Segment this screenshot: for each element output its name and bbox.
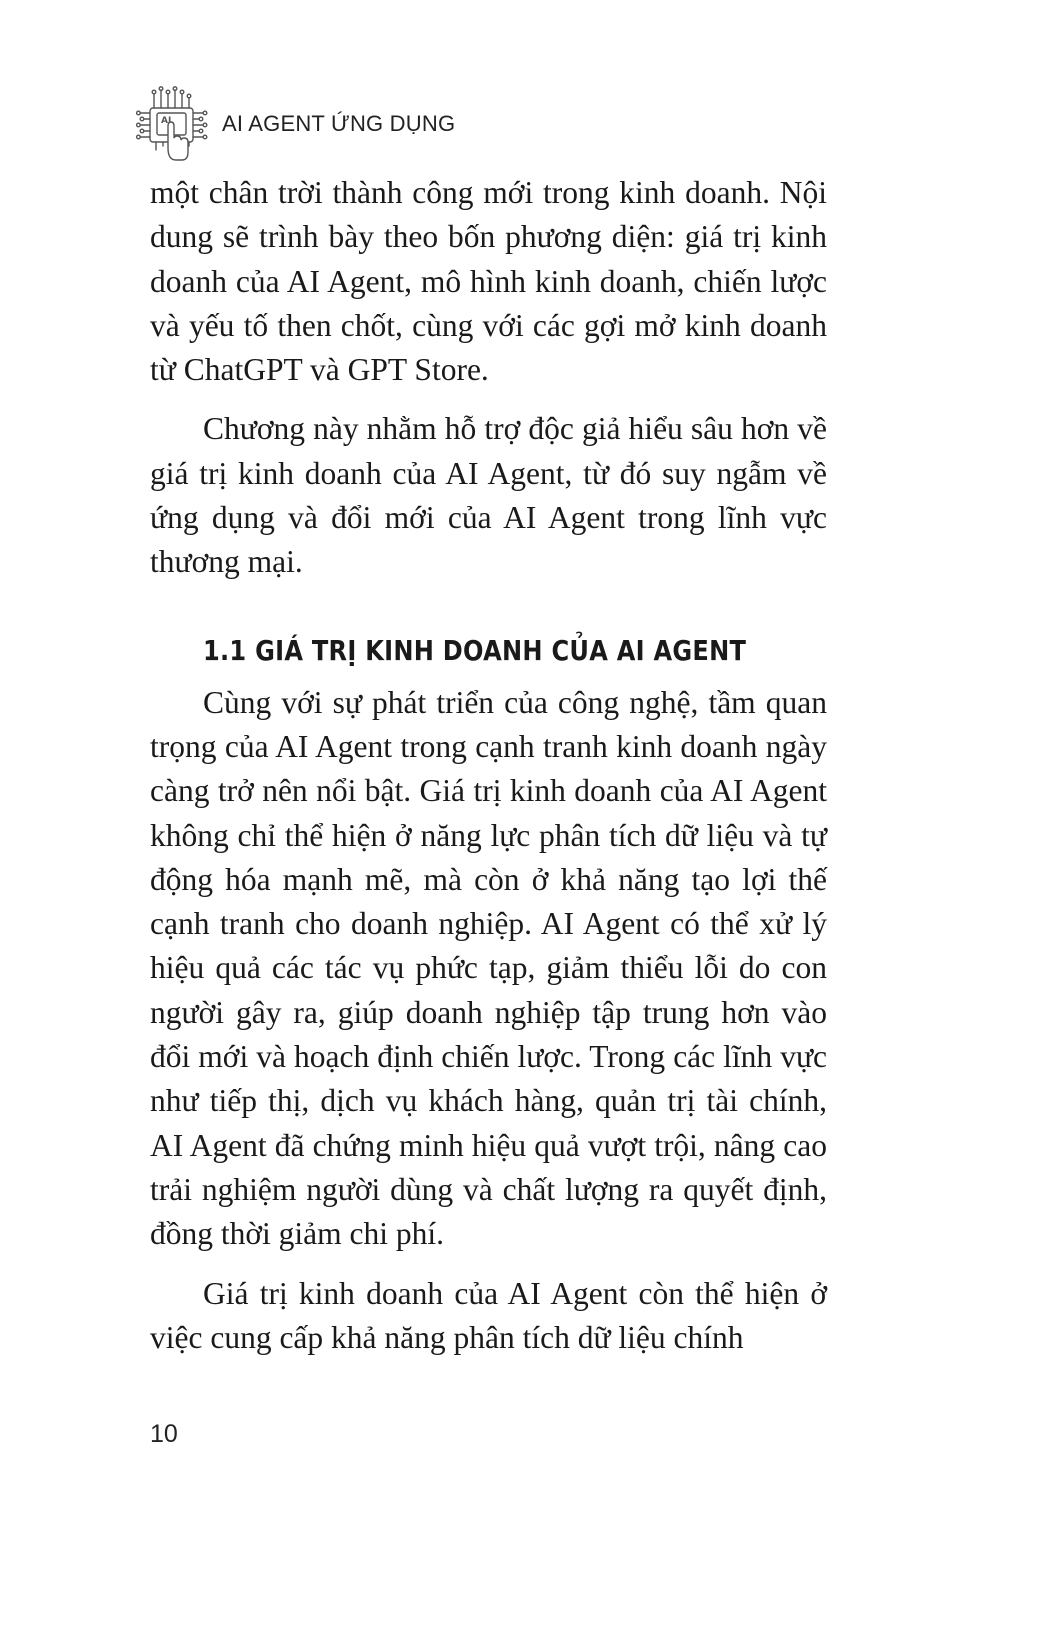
page-number: 10 [150,1420,178,1448]
ai-chip-hand-icon [136,86,208,162]
paragraph-continued: một chân trời thành công mới trong kinh doanh. Nội dung sẽ trình bày theo bốn phương diện: giá trị kinh doanh của AI Agent, mô hình kinh doanh, chiến lược và yếu tố then chốt, cùng với các gợi mở kinh doanh từ ChatGPT và GPT Store. [150,175,827,388]
paragraph-chapter-aim: Chương này nhằm hỗ trợ độc giả hiểu sâu hơn về giá trị kinh doanh của AI Agent, từ đó suy ngẫm về ứng dụng và đổi mới của AI Agent trong lĩnh vực thương mại. [150,411,827,580]
section-paragraph-1: Cùng với sự phát triển của công nghệ, tầm quan trọng của AI Agent trong cạnh tranh kinh doanh ngày càng trở nên nổi bật. Giá trị kinh doanh của AI Agent không chỉ thể hiện ở năng lực phân tích dữ liệu và tự động hóa mạnh mẽ, mà còn ở khả năng tạo lợi thế cạnh tranh cho doanh nghiệp. AI Agent có thể xử lý hiệu quả các tác vụ phức tạp, giảm thiểu lỗi do con người gây ra, giúp doanh nghiệp tập trung hơn vào đổi mới và hoạch định chiến lược. Trong các lĩnh vực như tiếp thị, dịch vụ khách hàng, quản trị tài chính, AI Agent đã chứng minh hiệu quả vượt trội, nâng cao trải nghiệm người dùng và chất lượng ra quyết định, đồng thời giảm chi phí. [150,684,827,1252]
page-body [150,171,827,1360]
logo-text: AI [161,116,172,126]
running-header [136,86,455,162]
section-heading: 1.1 GIÁ TRỊ KINH DOANH CỦA AI AGENT [203,633,747,667]
running-header-title: AI AGENT ỨNG DỤNG [222,111,456,136]
section-paragraph-2: Giá trị kinh doanh của AI Agent còn thể hiện ở việc cung cấp khả năng phân tích dữ liệu chính [150,1275,827,1355]
